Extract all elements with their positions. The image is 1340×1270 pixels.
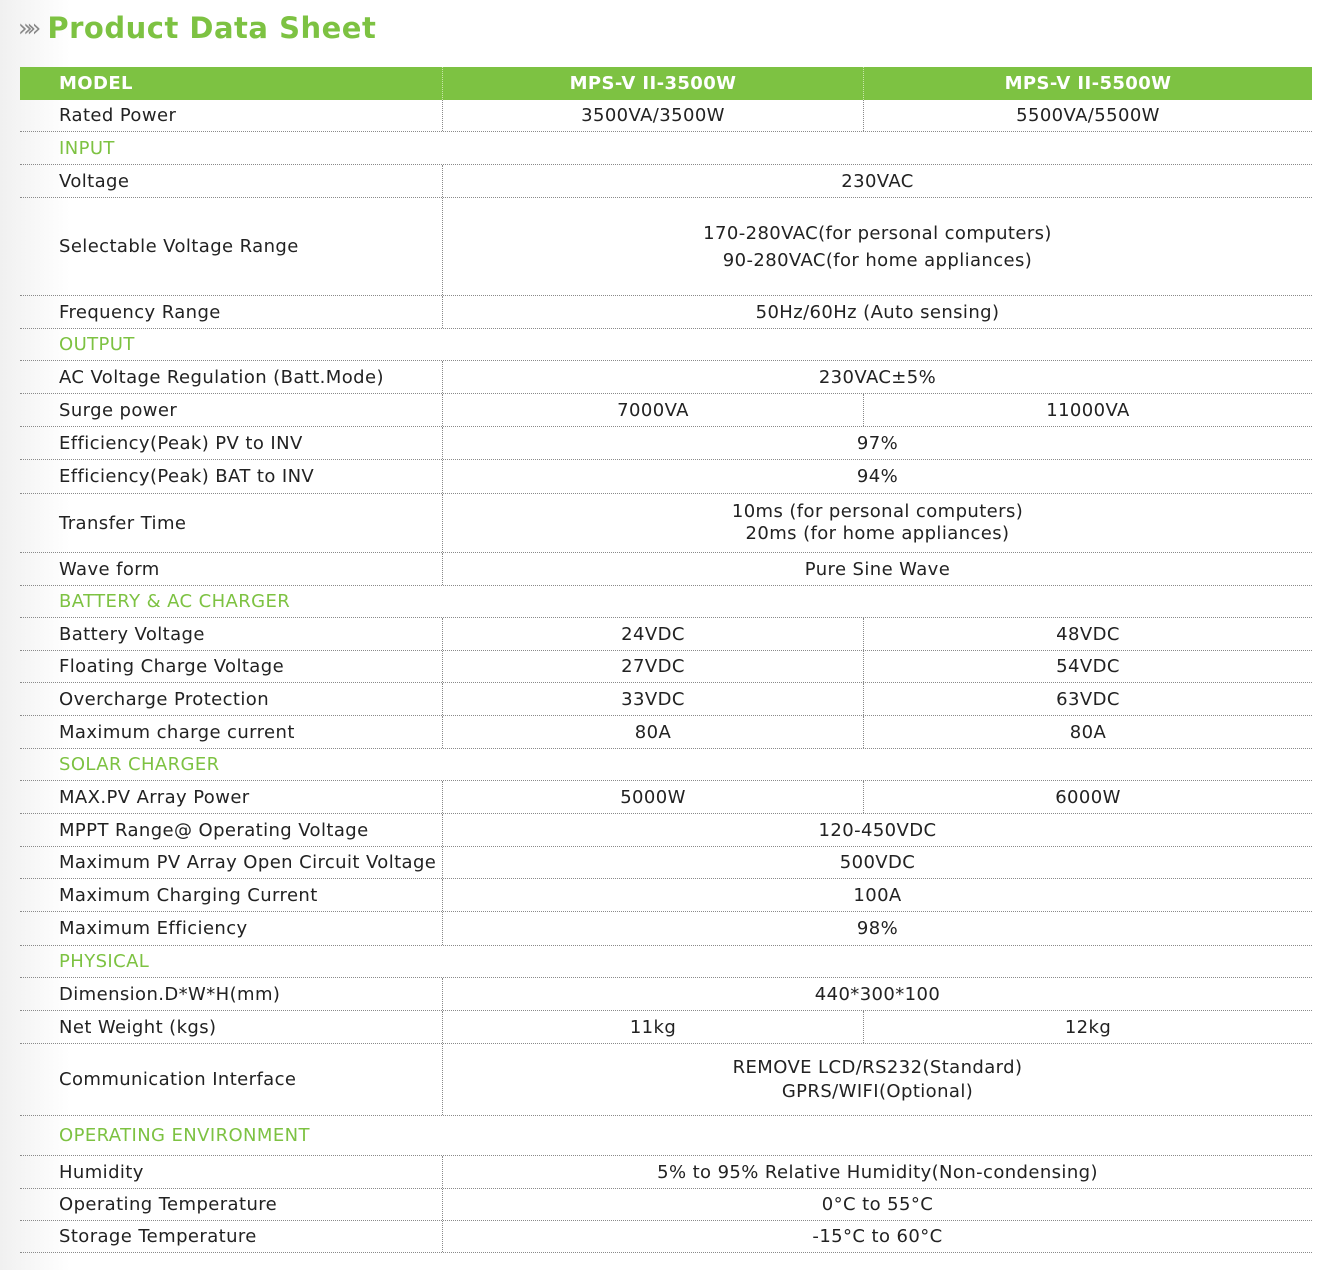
- table-row-max-pv-open-circuit: [20, 847, 1312, 879]
- table-row-wave-form: [20, 553, 1312, 586]
- model-header: MODEL: [59, 73, 133, 94]
- row-label: Humidity: [59, 1161, 144, 1183]
- row-label: Overcharge Protection: [59, 688, 270, 710]
- row-label: Floating Charge Voltage: [59, 656, 285, 677]
- value-model-1: 3500VA/3500W: [442, 100, 863, 131]
- value-text: 94%: [856, 466, 899, 487]
- row-label: Efficiency(Peak) BAT to INV: [59, 466, 315, 487]
- value-line-1: 170-280VAC(for personal computers): [703, 222, 1052, 244]
- table-row-humidity: [20, 1156, 1312, 1189]
- value-shared: [442, 1189, 1312, 1220]
- table-row-selectable-voltage-range: [20, 198, 1312, 296]
- section-heading-battery: [20, 586, 1312, 618]
- value-text: 5% to 95% Relative Humidity(Non-condensing): [657, 1161, 1098, 1183]
- row-label: Selectable Voltage Range: [59, 236, 299, 257]
- table-row-frequency-range: [20, 296, 1312, 329]
- section-label: OPERATING ENVIRONMENT: [59, 1125, 310, 1146]
- value-model-1: 7000VA: [442, 394, 863, 426]
- table-row-efficiency-bat-inv: [20, 460, 1312, 494]
- spec-table: [20, 67, 1312, 1253]
- section-label: SOLAR CHARGER: [59, 754, 220, 775]
- double-chevron-icon: »»: [18, 14, 36, 42]
- value-shared: [442, 879, 1312, 911]
- section-heading-solar: [20, 749, 1312, 781]
- value-model-1: 11kg: [442, 1011, 863, 1043]
- row-label: Dimension.D*W*H(mm): [59, 983, 281, 1005]
- value-shared: [442, 553, 1312, 585]
- row-label: Maximum PV Array Open Circuit Voltage: [59, 852, 437, 873]
- value-shared: [442, 912, 1312, 945]
- value-shared: [442, 460, 1312, 493]
- table-row-max-charging-current: [20, 879, 1312, 912]
- section-label: OUTPUT: [59, 334, 135, 355]
- section-label: PHYSICAL: [59, 951, 150, 972]
- value-text: 230VAC: [841, 170, 914, 192]
- value-model-2: 63VDC: [863, 683, 1312, 715]
- table-row-ac-voltage-regulation: [20, 361, 1312, 394]
- value-text: 230VAC±5%: [818, 366, 937, 388]
- table-row-floating-charge-voltage: [20, 651, 1312, 683]
- model-2-header: MPS-V II-5500W: [863, 67, 1312, 100]
- value-model-1: 24VDC: [442, 618, 863, 650]
- value-shared: [442, 814, 1312, 846]
- row-label: Maximum Charging Current: [59, 884, 318, 906]
- value-shared: [442, 165, 1312, 197]
- table-row-communication-interface: [20, 1044, 1312, 1116]
- value-shared: [442, 198, 1312, 295]
- table-row-maximum-charge-current: [20, 716, 1312, 749]
- section-heading-environment: [20, 1116, 1312, 1156]
- table-row-battery-voltage: [20, 618, 1312, 651]
- value-shared: [442, 296, 1312, 328]
- row-label: Transfer Time: [59, 512, 187, 534]
- table-header-row: [20, 67, 1312, 100]
- value-shared: [442, 1221, 1312, 1252]
- value-text: -15°C to 60°C: [812, 1226, 943, 1247]
- row-label: Operating Temperature: [59, 1194, 278, 1215]
- value-shared: [442, 494, 1312, 552]
- row-label: Wave form: [59, 558, 160, 580]
- table-row-surge-power: [20, 394, 1312, 427]
- value-model-2: 6000W: [863, 781, 1312, 813]
- value-line-2: 90-280VAC(for home appliances): [722, 249, 1033, 271]
- value-model-2: 5500VA/5500W: [863, 100, 1312, 131]
- table-row-storage-temperature: [20, 1221, 1312, 1253]
- table-row-net-weight: [20, 1011, 1312, 1044]
- value-text: 0°C to 55°C: [821, 1194, 934, 1215]
- value-text: Pure Sine Wave: [804, 558, 951, 580]
- row-label: AC Voltage Regulation (Batt.Mode): [59, 366, 384, 388]
- section-heading-physical: [20, 946, 1312, 978]
- value-model-2: 80A: [863, 716, 1312, 748]
- value-model-2: 11000VA: [863, 394, 1312, 426]
- model-1-header: MPS-V II-3500W: [442, 67, 863, 100]
- row-label: Net Weight (kgs): [59, 1016, 217, 1038]
- value-model-1: 33VDC: [442, 683, 863, 715]
- table-row-mppt-range: [20, 814, 1312, 847]
- section-heading-input: [20, 132, 1312, 165]
- value-text: 50Hz/60Hz (Auto sensing): [755, 301, 1000, 323]
- value-shared: [442, 361, 1312, 393]
- row-label: Voltage: [59, 170, 130, 192]
- row-label: MAX.PV Array Power: [59, 786, 250, 808]
- value-shared: [442, 427, 1312, 459]
- value-shared: [442, 1044, 1312, 1115]
- value-text: 120-450VDC: [818, 819, 937, 841]
- row-label: Maximum charge current: [59, 721, 295, 743]
- value-shared: [442, 847, 1312, 878]
- value-line-2: GPRS/WIFI(Optional): [781, 1080, 974, 1102]
- value-text: 100A: [853, 884, 902, 906]
- value-model-1: 27VDC: [442, 651, 863, 682]
- table-row-operating-temperature: [20, 1189, 1312, 1221]
- section-label: INPUT: [59, 137, 115, 159]
- value-text: 97%: [856, 432, 899, 454]
- value-text: 500VDC: [839, 852, 916, 873]
- row-label: Frequency Range: [59, 301, 221, 323]
- value-text: 440*300*100: [814, 983, 941, 1005]
- table-row-max-pv-array-power: [20, 781, 1312, 814]
- value-shared: [442, 1156, 1312, 1188]
- value-model-1: 80A: [442, 716, 863, 748]
- row-label: Efficiency(Peak) PV to INV: [59, 432, 303, 454]
- table-row-efficiency-pv-inv: [20, 427, 1312, 460]
- row-label: Communication Interface: [59, 1069, 297, 1090]
- value-line-1: 10ms (for personal computers): [731, 501, 1024, 522]
- value-model-2: 54VDC: [863, 651, 1312, 682]
- table-row-voltage: [20, 165, 1312, 198]
- table-row-rated-power: [20, 100, 1312, 132]
- value-model-1: 5000W: [442, 781, 863, 813]
- value-line-2: 20ms (for home appliances): [745, 523, 1010, 544]
- value-line-1: REMOVE LCD/RS232(Standard): [732, 1056, 1023, 1078]
- table-row-transfer-time: [20, 494, 1312, 553]
- row-label: Surge power: [59, 399, 178, 421]
- table-row-overcharge-protection: [20, 683, 1312, 716]
- row-label: Rated Power: [59, 105, 177, 126]
- row-label: Battery Voltage: [59, 623, 205, 645]
- value-shared: [442, 978, 1312, 1010]
- section-label: BATTERY & AC CHARGER: [59, 591, 291, 612]
- value-text: 98%: [856, 918, 899, 939]
- table-row-max-efficiency: [20, 912, 1312, 946]
- row-label: Maximum Efficiency: [59, 918, 248, 939]
- row-label: MPPT Range@ Operating Voltage: [59, 819, 369, 841]
- page-header: [18, 10, 376, 46]
- table-row-dimension: [20, 978, 1312, 1011]
- section-heading-output: [20, 329, 1312, 361]
- value-model-2: 12kg: [863, 1011, 1312, 1043]
- page-title: Product Data Sheet: [47, 11, 377, 45]
- value-model-2: 48VDC: [863, 618, 1312, 650]
- row-label: Storage Temperature: [59, 1226, 257, 1247]
